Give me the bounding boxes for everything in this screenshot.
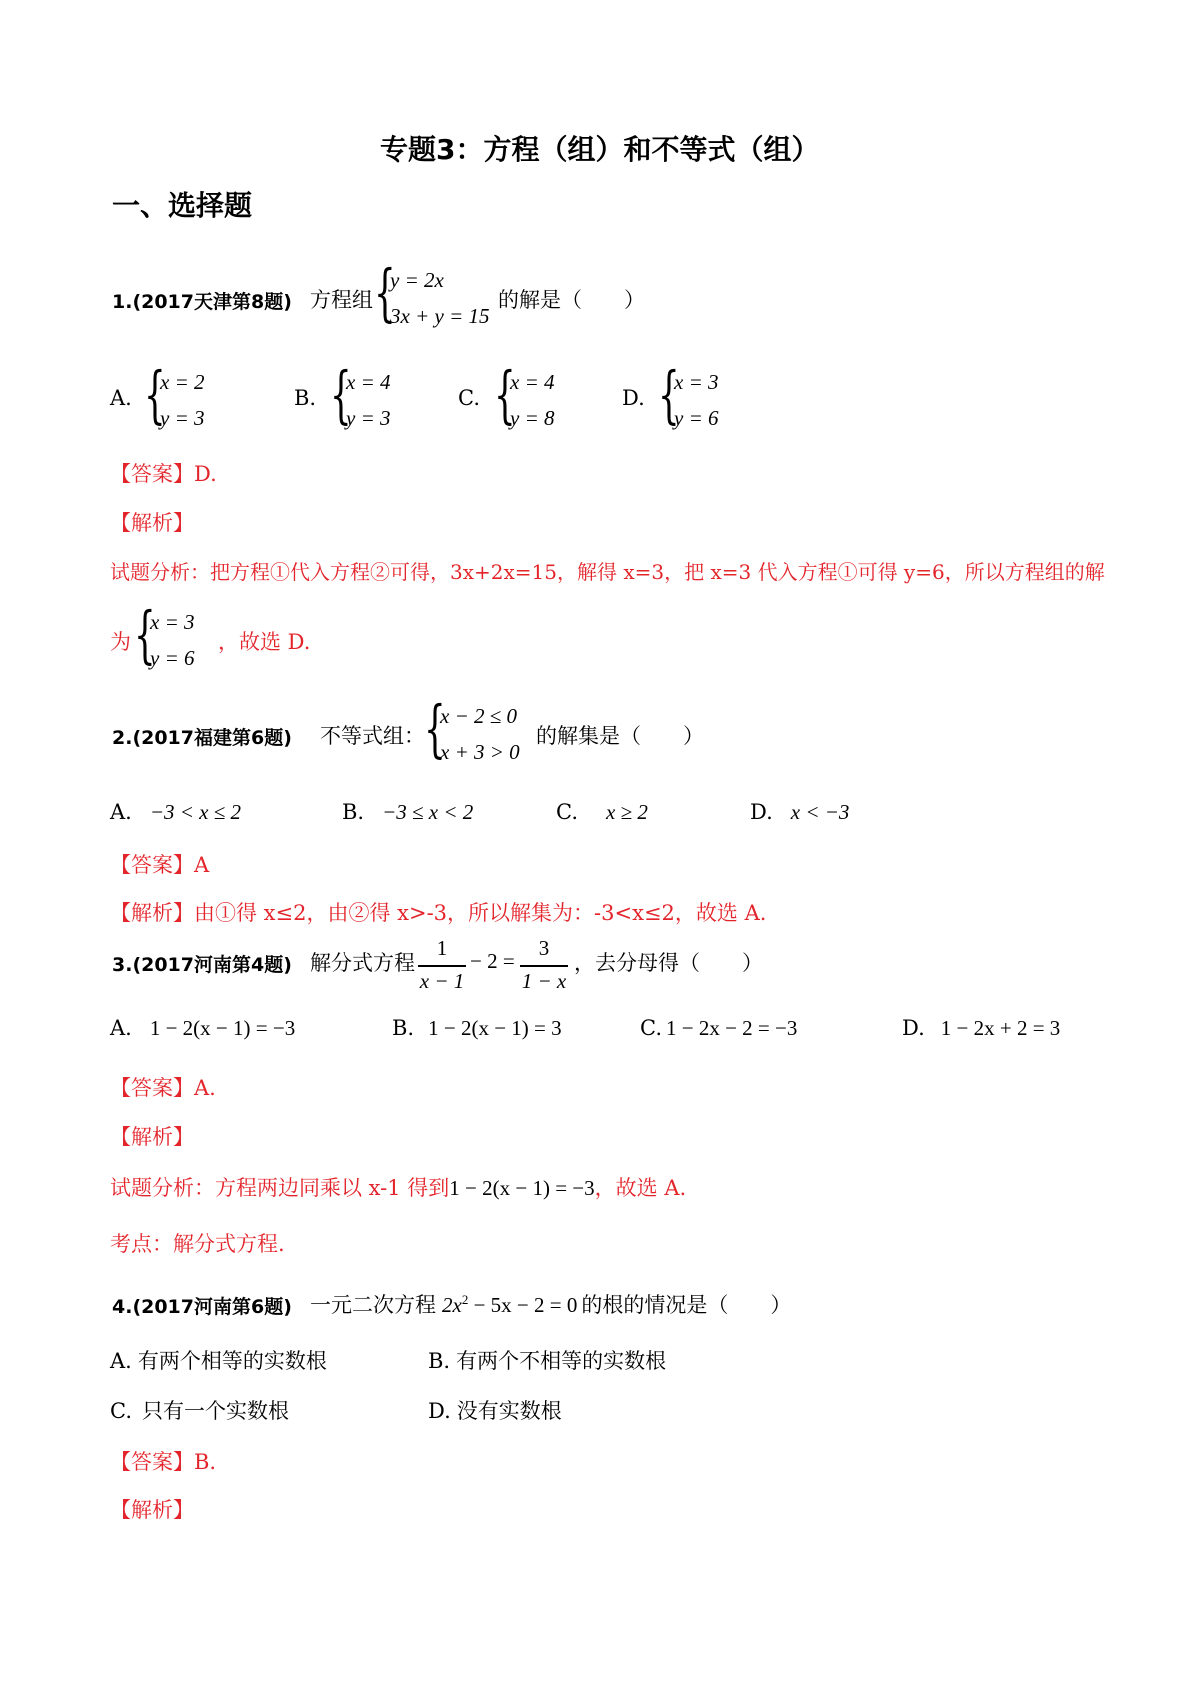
equation-line: y = 3 bbox=[160, 406, 205, 430]
analysis-text: 由①得 x≤2，由②得 x>-3，所以解集为：-3<x≤2，故选 A. bbox=[194, 901, 767, 925]
stem-text: 一元二次方程 bbox=[310, 1293, 436, 1317]
option-expression: 1 − 2(x − 1) = −3 bbox=[149, 1016, 296, 1040]
equation-line: y = 3 bbox=[346, 406, 391, 430]
option-c bbox=[640, 1016, 797, 1041]
quadratic-equation bbox=[442, 1293, 577, 1317]
equation-line: x = 4 bbox=[510, 370, 555, 394]
option-b bbox=[342, 800, 473, 825]
option-letter: A. bbox=[110, 1349, 132, 1373]
fraction-numerator: 3 bbox=[538, 936, 550, 960]
option-c bbox=[556, 800, 648, 825]
inequality-line: x + 3 > 0 bbox=[440, 740, 520, 764]
analysis-text: ，故选 D. bbox=[218, 630, 311, 654]
option-expression: x < −3 bbox=[790, 800, 850, 824]
option-letter: A. bbox=[110, 386, 132, 410]
answer-value: B. bbox=[194, 1450, 217, 1474]
option-c bbox=[110, 1395, 289, 1425]
option-letter: D. bbox=[902, 1016, 925, 1040]
question-stem-end: 的解是（ ） bbox=[498, 288, 645, 312]
question-stem: 不等式组： bbox=[320, 724, 425, 748]
equation-line: x = 3 bbox=[150, 610, 195, 634]
answer-line bbox=[110, 849, 209, 879]
analysis-label: 【解析】 bbox=[110, 511, 194, 535]
analysis-text: 试题分析：把方程①代入方程②可得，3x+2x=15，解得 x=3，把 x=3 代入方程①可得 y=6，所以方程组的解 bbox=[110, 560, 1105, 584]
option-letter: B. bbox=[428, 1349, 451, 1373]
option-a bbox=[110, 1345, 327, 1375]
answer-label: 【答案】 bbox=[110, 1076, 194, 1100]
brace-symbol: { bbox=[330, 358, 352, 431]
fraction bbox=[520, 936, 568, 998]
option-letter: D. bbox=[428, 1399, 451, 1423]
equation-exponent: 2 bbox=[461, 1292, 469, 1307]
option-text: 只有一个实数根 bbox=[142, 1399, 289, 1423]
page-title: 专题3：方程（组）和不等式（组） bbox=[380, 133, 820, 166]
option-letter: A. bbox=[110, 1016, 132, 1040]
stem-text: 的根的情况是（ ） bbox=[581, 1293, 792, 1317]
question-stem: 解分式方程 bbox=[310, 951, 415, 975]
option-letter: D. bbox=[750, 800, 773, 824]
inequality-line: x − 2 ≤ 0 bbox=[440, 704, 518, 728]
question-stem: 方程组 bbox=[310, 288, 373, 312]
brace-symbol: { bbox=[144, 358, 166, 431]
analysis-text: 为 bbox=[110, 630, 131, 654]
option-a bbox=[110, 800, 241, 825]
analysis-label: 【解析】 bbox=[110, 901, 194, 925]
answer-label: 【答案】 bbox=[110, 853, 194, 877]
analysis-line bbox=[110, 897, 766, 927]
option-letter: A. bbox=[110, 800, 132, 824]
equation-line: y = 6 bbox=[674, 406, 719, 430]
option-a bbox=[110, 1016, 295, 1041]
equation-term: − 5x − 2 = 0 bbox=[473, 1293, 578, 1317]
option-text: 没有实数根 bbox=[456, 1399, 562, 1423]
analysis-line bbox=[110, 1172, 686, 1202]
kaodian-text: 考点：解分式方程. bbox=[110, 1232, 285, 1256]
fraction-denominator: x − 1 bbox=[419, 969, 465, 993]
option-d bbox=[902, 1016, 1060, 1041]
question-stem-end: 的解集是（ ） bbox=[536, 724, 704, 748]
answer-label: 【答案】 bbox=[110, 1450, 194, 1474]
brace-symbol: { bbox=[658, 358, 680, 431]
answer-line bbox=[110, 1072, 216, 1102]
question-source: 1.(2017天津第8题) bbox=[112, 291, 292, 313]
option-expression: 1 − 2x − 2 = −3 bbox=[666, 1016, 798, 1040]
section-heading: 一、选择题 bbox=[112, 189, 253, 222]
answer-label: 【答案】 bbox=[110, 462, 194, 486]
equation-line: x = 3 bbox=[674, 370, 719, 394]
brace-symbol: { bbox=[374, 256, 396, 329]
option-expression: −3 ≤ x < 2 bbox=[382, 800, 474, 824]
equation-line: x = 2 bbox=[160, 370, 205, 394]
analysis-text: ，故选 A. bbox=[594, 1176, 687, 1200]
option-b bbox=[392, 1016, 562, 1041]
analysis-label: 【解析】 bbox=[110, 1498, 194, 1522]
question-stem bbox=[310, 1289, 791, 1319]
analysis-label: 【解析】 bbox=[110, 1125, 194, 1149]
answer-value: A. bbox=[194, 1076, 216, 1100]
question-source: 4.(2017河南第6题) bbox=[112, 1296, 292, 1318]
option-expression: −3 < x ≤ 2 bbox=[149, 800, 242, 824]
equation-line: y = 2x bbox=[390, 268, 444, 292]
option-letter: B. bbox=[342, 800, 365, 824]
option-text: 有两个相等的实数根 bbox=[137, 1349, 327, 1373]
option-letter: C. bbox=[556, 800, 578, 824]
equation-term: 2x bbox=[442, 1293, 462, 1317]
equation-line: y = 8 bbox=[510, 406, 555, 430]
option-d bbox=[750, 800, 849, 825]
option-text: 有两个不相等的实数根 bbox=[456, 1349, 667, 1373]
option-expression: 1 − 2(x − 1) = 3 bbox=[428, 1016, 562, 1040]
option-letter: C. bbox=[640, 1016, 662, 1040]
option-letter: C. bbox=[110, 1399, 132, 1423]
question-source: 3.(2017河南第4题) bbox=[112, 954, 292, 976]
brace-symbol: { bbox=[424, 692, 446, 765]
question-stem-end: ，去分母得（ ） bbox=[574, 951, 763, 975]
option-letter: D. bbox=[622, 386, 645, 410]
equation-line: 3x + y = 15 bbox=[390, 304, 490, 328]
option-letter: C. bbox=[458, 386, 480, 410]
equation-part: − 2 = bbox=[470, 949, 515, 973]
answer-value: A bbox=[194, 853, 210, 877]
option-expression: x ≥ 2 bbox=[606, 800, 648, 824]
option-expression: 1 − 2x + 2 = 3 bbox=[940, 1016, 1061, 1040]
brace-symbol: { bbox=[494, 358, 516, 431]
fraction-numerator: 1 bbox=[436, 936, 448, 960]
answer-value: D. bbox=[194, 462, 217, 486]
fraction bbox=[418, 936, 466, 998]
brace-symbol: { bbox=[134, 598, 156, 671]
answer-line bbox=[110, 458, 217, 488]
option-d bbox=[428, 1395, 562, 1425]
option-b bbox=[428, 1345, 666, 1375]
analysis-text: 试题分析：方程两边同乘以 x-1 得到 bbox=[110, 1176, 450, 1200]
equation-line: y = 6 bbox=[150, 646, 195, 670]
equation-line: x = 4 bbox=[346, 370, 391, 394]
fraction-bar bbox=[520, 965, 568, 967]
answer-line bbox=[110, 1446, 216, 1476]
question-source: 2.(2017福建第6题) bbox=[112, 727, 292, 749]
option-letter: B. bbox=[294, 386, 317, 410]
option-letter: B. bbox=[392, 1016, 415, 1040]
fraction-denominator: 1 − x bbox=[521, 969, 567, 993]
fraction-bar bbox=[418, 965, 466, 967]
analysis-expression: 1 − 2(x − 1) = −3 bbox=[449, 1176, 595, 1200]
